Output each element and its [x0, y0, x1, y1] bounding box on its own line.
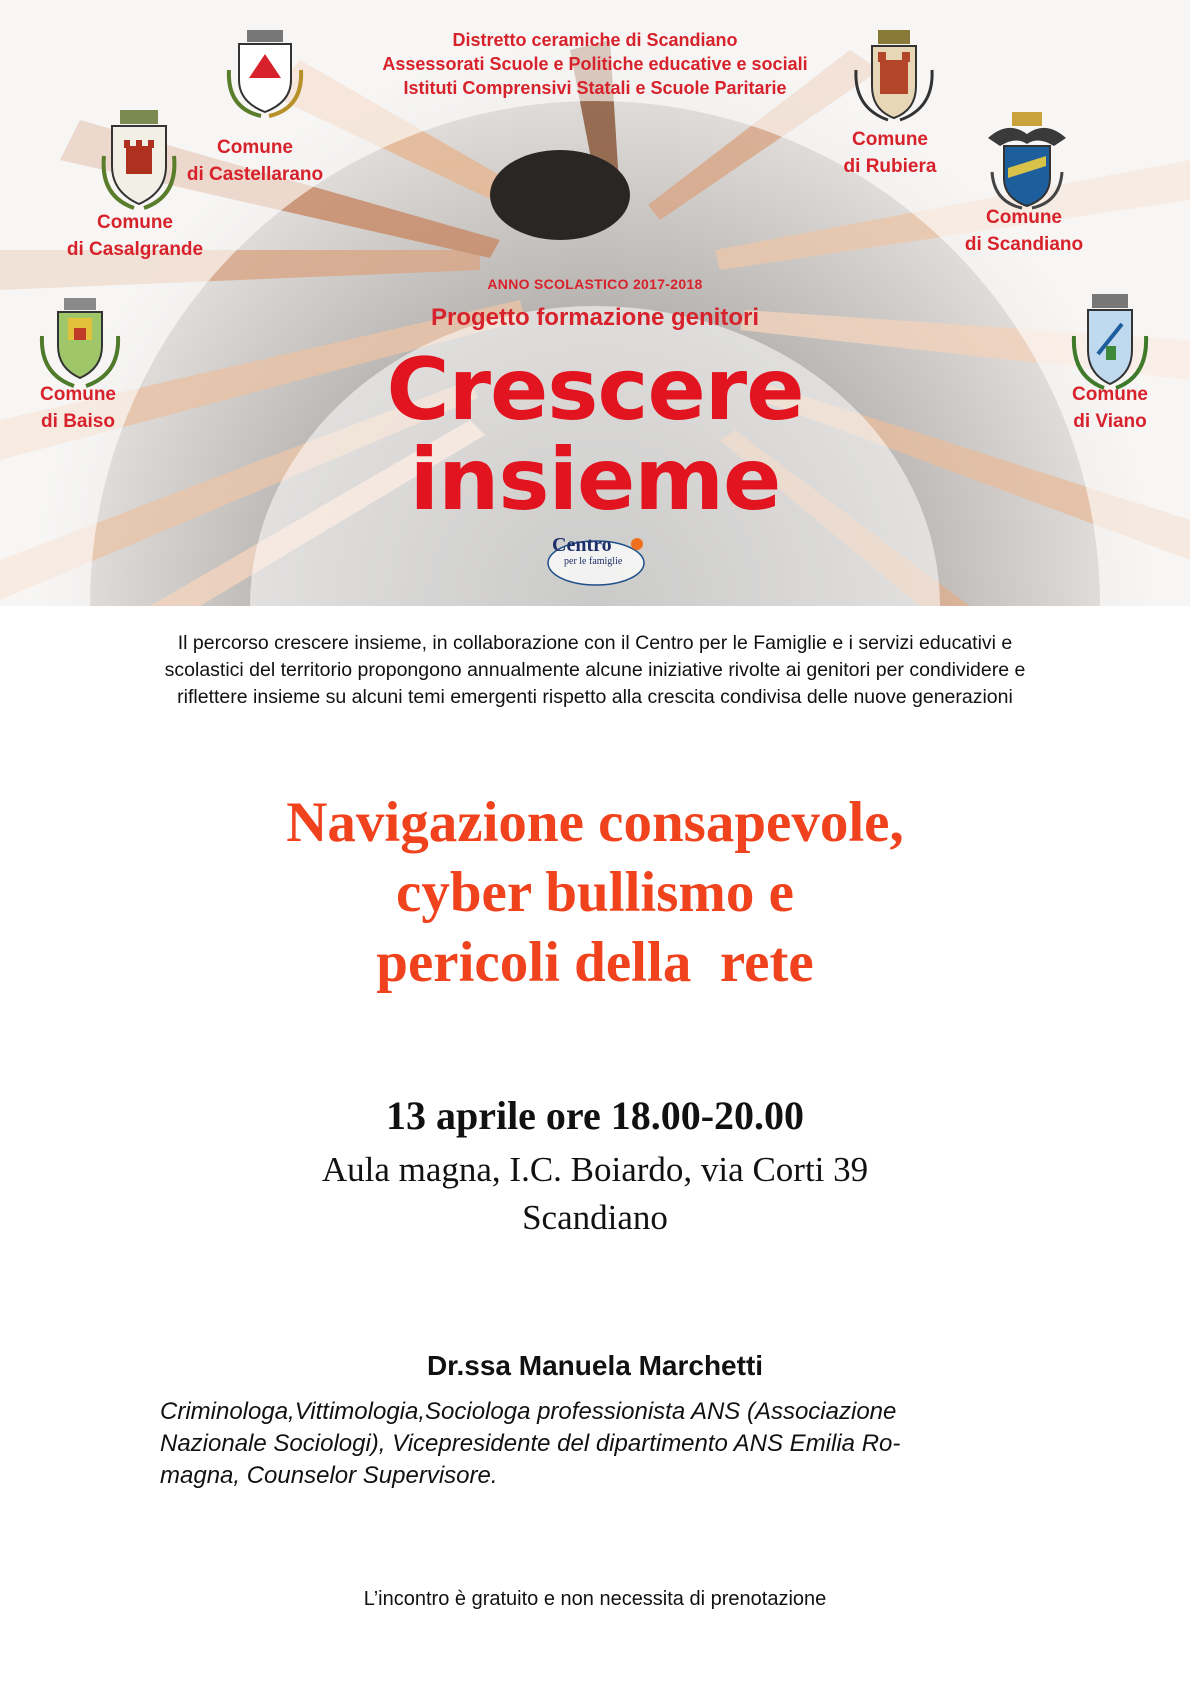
centro-logo-subtitle: per le famiglie [564, 556, 623, 567]
casalgrande-crest-icon [100, 110, 178, 210]
intro-paragraph [40, 630, 1150, 711]
scandiano-crest-icon [978, 112, 1076, 210]
centro-famiglie-logo [544, 527, 654, 589]
project-subtitle: Progetto formazione genitori [430, 304, 759, 331]
comune-castellarano-line1: Comune [217, 137, 293, 158]
comune-castellarano-line2: di Castellarano [186, 164, 324, 185]
comune-scandiano-line2: di Scandiano [964, 234, 1084, 255]
intro-line-1: Il percorso crescere insieme, in collaborazione con il Centro per le Famiglie e i servizi educativi e [177, 632, 1013, 654]
event-title-line-1: Navigazione consapevole, [286, 791, 904, 854]
centro-logo-name: Centro [552, 534, 612, 556]
viano-crest-icon [1070, 294, 1150, 390]
comune-rubiera-line2: di Rubiera [843, 156, 937, 177]
event-place-line-1: Aula magna, I.C. Boiardo, via Corti 39 [321, 1150, 869, 1189]
event-place [60, 1146, 1130, 1242]
comune-scandiano-line1: Comune [986, 207, 1062, 228]
event-title-line-2: cyber bullismo e [396, 861, 794, 924]
baiso-crest-icon [34, 298, 126, 388]
intro-line-3: riflettere insieme su alcuni temi emergenti rispetto alla crescita condivisa delle nuove generazioni [177, 686, 1013, 708]
comune-rubiera-line1: Comune [852, 129, 928, 150]
comune-rubiera [810, 126, 970, 180]
speaker-bio-line-3: magna, Counselor Supervisore. [160, 1462, 498, 1489]
speaker-bio-line-1: Criminologa,Vittimologia,Sociologa professionista ANS (Associazione [160, 1398, 897, 1425]
castellarano-crest-icon [225, 30, 305, 120]
comune-scandiano [944, 204, 1104, 258]
speaker-bio [160, 1396, 1040, 1492]
comune-baiso [0, 381, 158, 435]
comune-casalgrande [55, 209, 215, 263]
poster-title-line2: insieme [409, 430, 781, 530]
comune-viano-line1: Comune [1072, 384, 1148, 405]
speaker-name: Dr.ssa Manuela Marchetti [426, 1350, 764, 1381]
poster-header [0, 0, 1190, 606]
event-place-line-2: Scandiano [522, 1198, 668, 1237]
event-date: 13 aprile ore 18.00-20.00 [385, 1093, 805, 1138]
school-year: ANNO SCOLASTICO 2017-2018 [487, 276, 703, 292]
poster-title-line1: Crescere [386, 340, 804, 440]
intro-line-2: scolastici del territorio propongono annualmente alcune iniziative rivolte ai genitori per condividere e [164, 659, 1026, 681]
organizer-line-2: Assessorati Scuole e Politiche educative e sociali [382, 54, 808, 74]
comune-casalgrande-line1: Comune [97, 212, 173, 233]
event-title-line-3: pericoli della rete [376, 931, 814, 994]
comune-viano-line2: di Viano [1073, 411, 1147, 432]
comune-viano [1030, 381, 1190, 435]
organizer-line-3: Istituti Comprensivi Statali e Scuole Paritarie [403, 78, 787, 98]
comune-baiso-line2: di Baiso [41, 411, 115, 432]
speaker-bio-line-2: Nazionale Sociologi), Vicepresidente del dipartimento ANS Emilia Ro- [160, 1430, 901, 1457]
rubiera-crest-icon [848, 30, 940, 122]
comune-castellarano [175, 134, 335, 188]
comune-casalgrande-line2: di Casalgrande [66, 239, 204, 260]
organizer-line-1: Distretto ceramiche di Scandiano [452, 30, 738, 50]
footer-note: L’incontro è gratuito e non necessita di prenotazione [363, 1588, 827, 1610]
comune-baiso-line1: Comune [40, 384, 116, 405]
event-title [60, 788, 1130, 998]
